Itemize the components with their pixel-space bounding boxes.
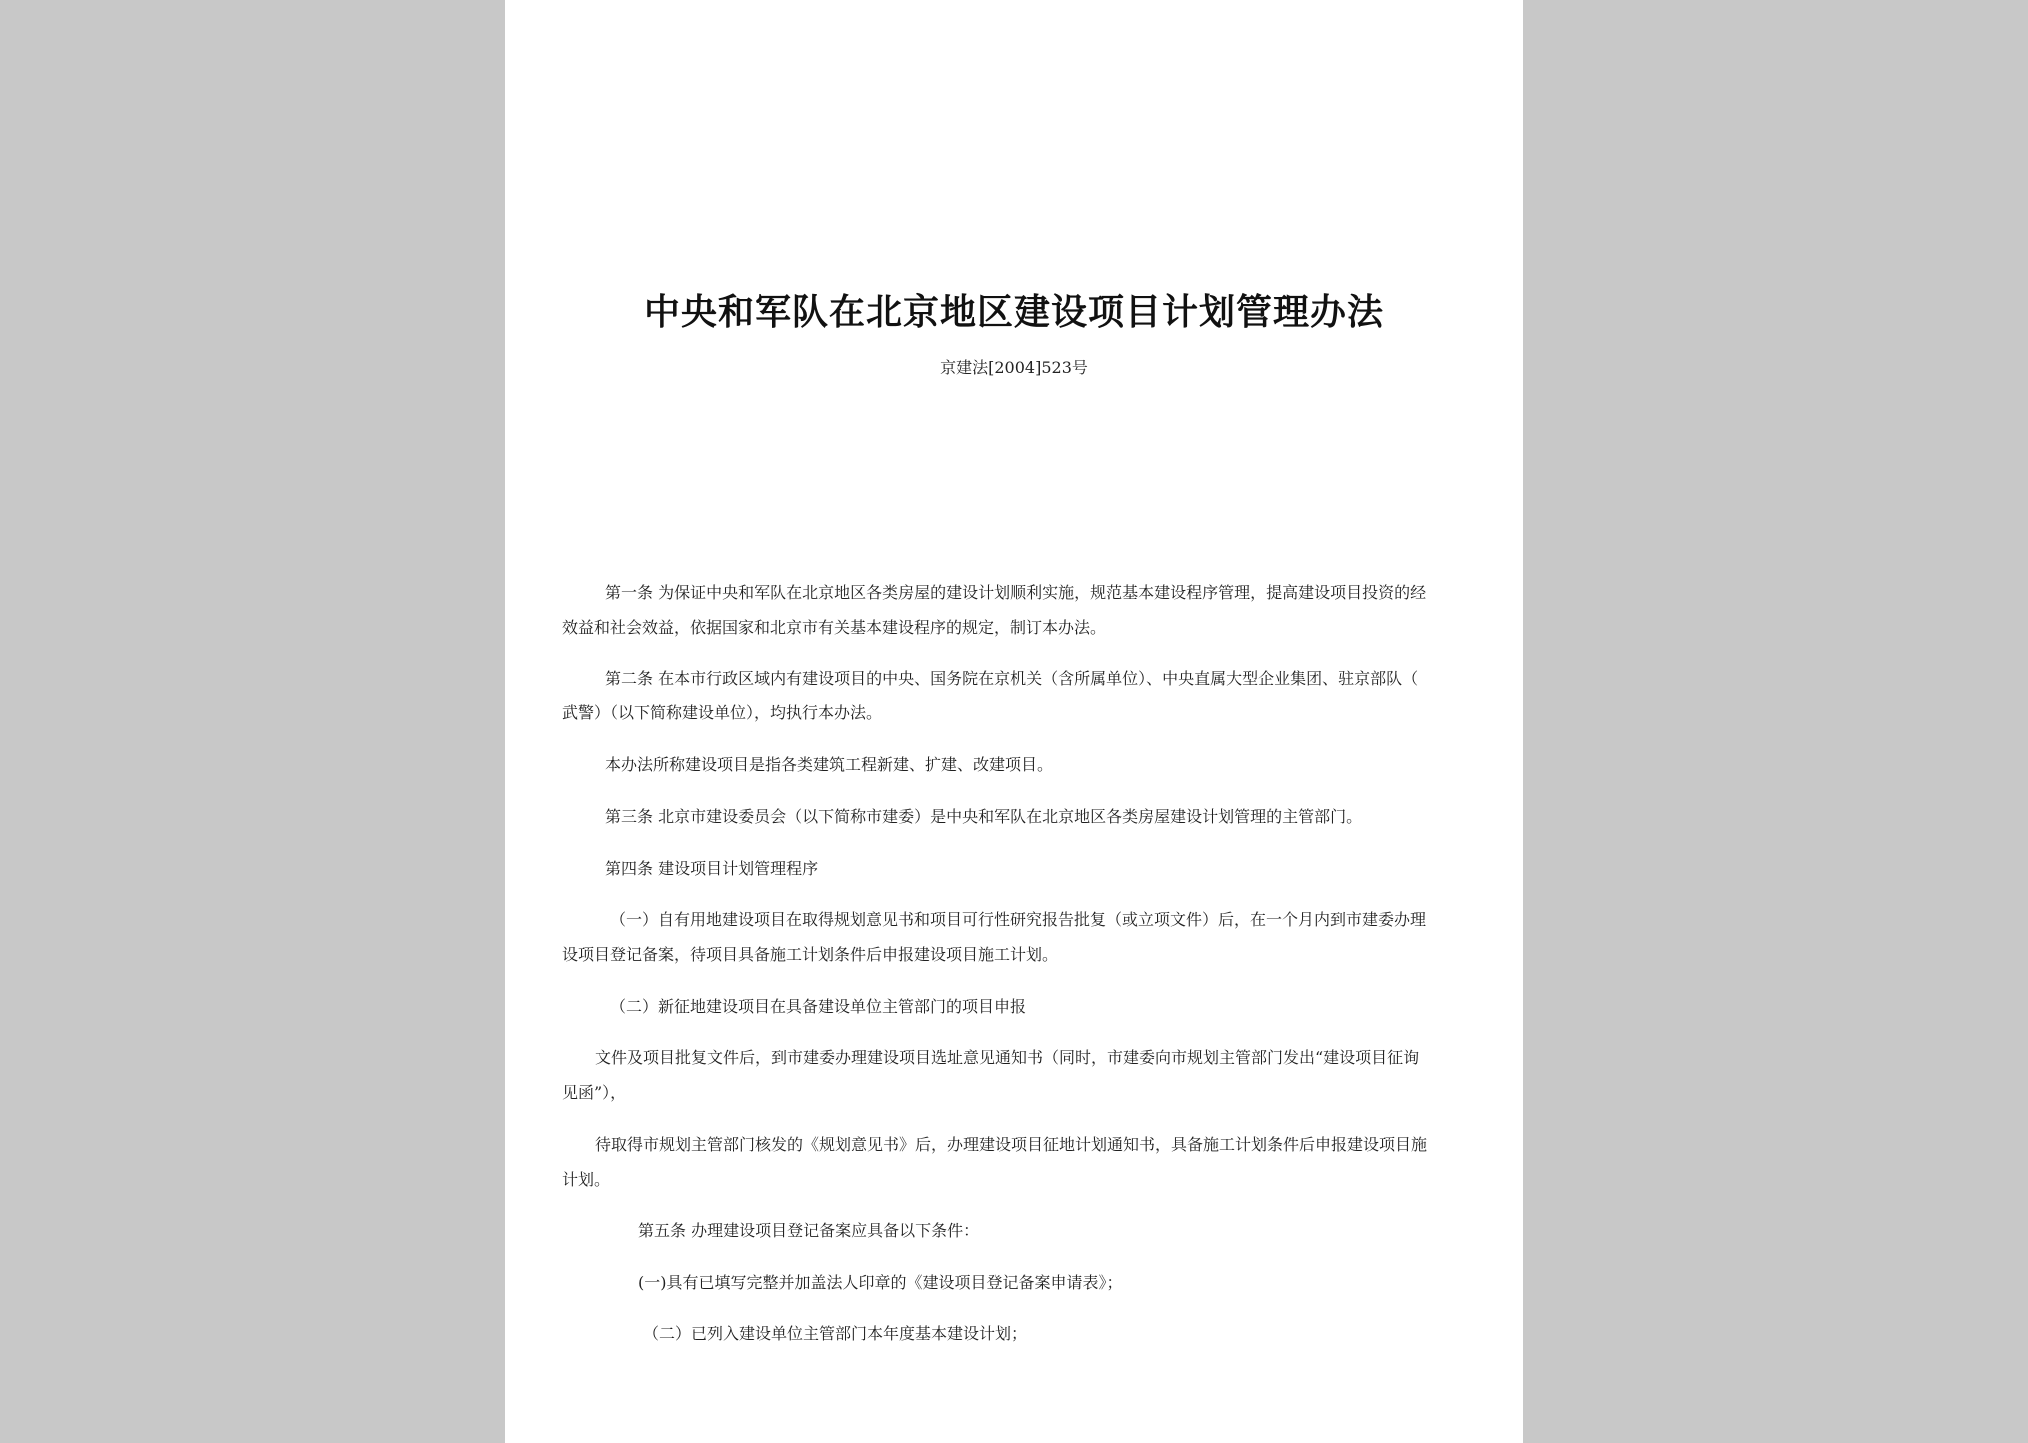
body-line: 第三条 北京市建设委员会（以下简称市建委）是中央和军队在北京地区各类房屋建设计划管理的主管部门。 xyxy=(605,807,1363,826)
body-line: 武警）（以下简称建设单位），均执行本办法。 xyxy=(562,703,883,722)
body-line: 第一条 为保证中央和军队在北京地区各类房屋的建设计划顺利实施，规范基本建设程序管理，提高建设项目投资的经 xyxy=(605,583,1427,602)
body-line: （一）自有用地建设项目在取得规划意见书和项目可行性研究报告批复（或立项文件）后，在一个月内到市建委办理 xyxy=(610,910,1427,929)
document-page xyxy=(505,0,1523,1443)
body-line: 文件及项目批复文件后，到市建委办理建设项目选址意见通知书（同时，市建委向市规划主管部门发出“建设项目征询 xyxy=(595,1048,1420,1067)
body-line: 效益和社会效益，依据国家和北京市有关基本建设程序的规定，制订本办法。 xyxy=(562,618,1107,637)
body-line: 见函”）， xyxy=(562,1083,627,1102)
body-line: 设项目登记备案，待项目具备施工计划条件后申报建设项目施工计划。 xyxy=(562,945,1059,964)
document-number: 京建法[2004]523号 xyxy=(940,358,1088,377)
document-title: 中央和军队在北京地区建设项目计划管理办法 xyxy=(643,291,1384,333)
body-line: (一)具有已填写完整并加盖法人印章的《建设项目登记备案申请表》； xyxy=(638,1273,1123,1292)
body-line: （二）新征地建设项目在具备建设单位主管部门的项目申报 xyxy=(610,997,1027,1016)
body-line: 本办法所称建设项目是指各类建筑工程新建、扩建、改建项目。 xyxy=(605,755,1054,774)
body-line: （二）已列入建设单位主管部门本年度基本建设计划； xyxy=(643,1324,1028,1343)
body-line: 第四条 建设项目计划管理程序 xyxy=(605,859,819,878)
body-line: 第五条 办理建设项目登记备案应具备以下条件： xyxy=(638,1221,980,1240)
body-line: 待取得市规划主管部门核发的《规划意见书》后，办理建设项目征地计划通知书，具备施工计划条件后申报建设项目施 xyxy=(595,1135,1428,1154)
body-line: 第二条 在本市行政区域内有建设项目的中央、国务院在京机关（含所属单位）、中央直属大型企业集团、驻京部队（ xyxy=(605,669,1419,688)
body-line: 计划。 xyxy=(562,1170,611,1189)
